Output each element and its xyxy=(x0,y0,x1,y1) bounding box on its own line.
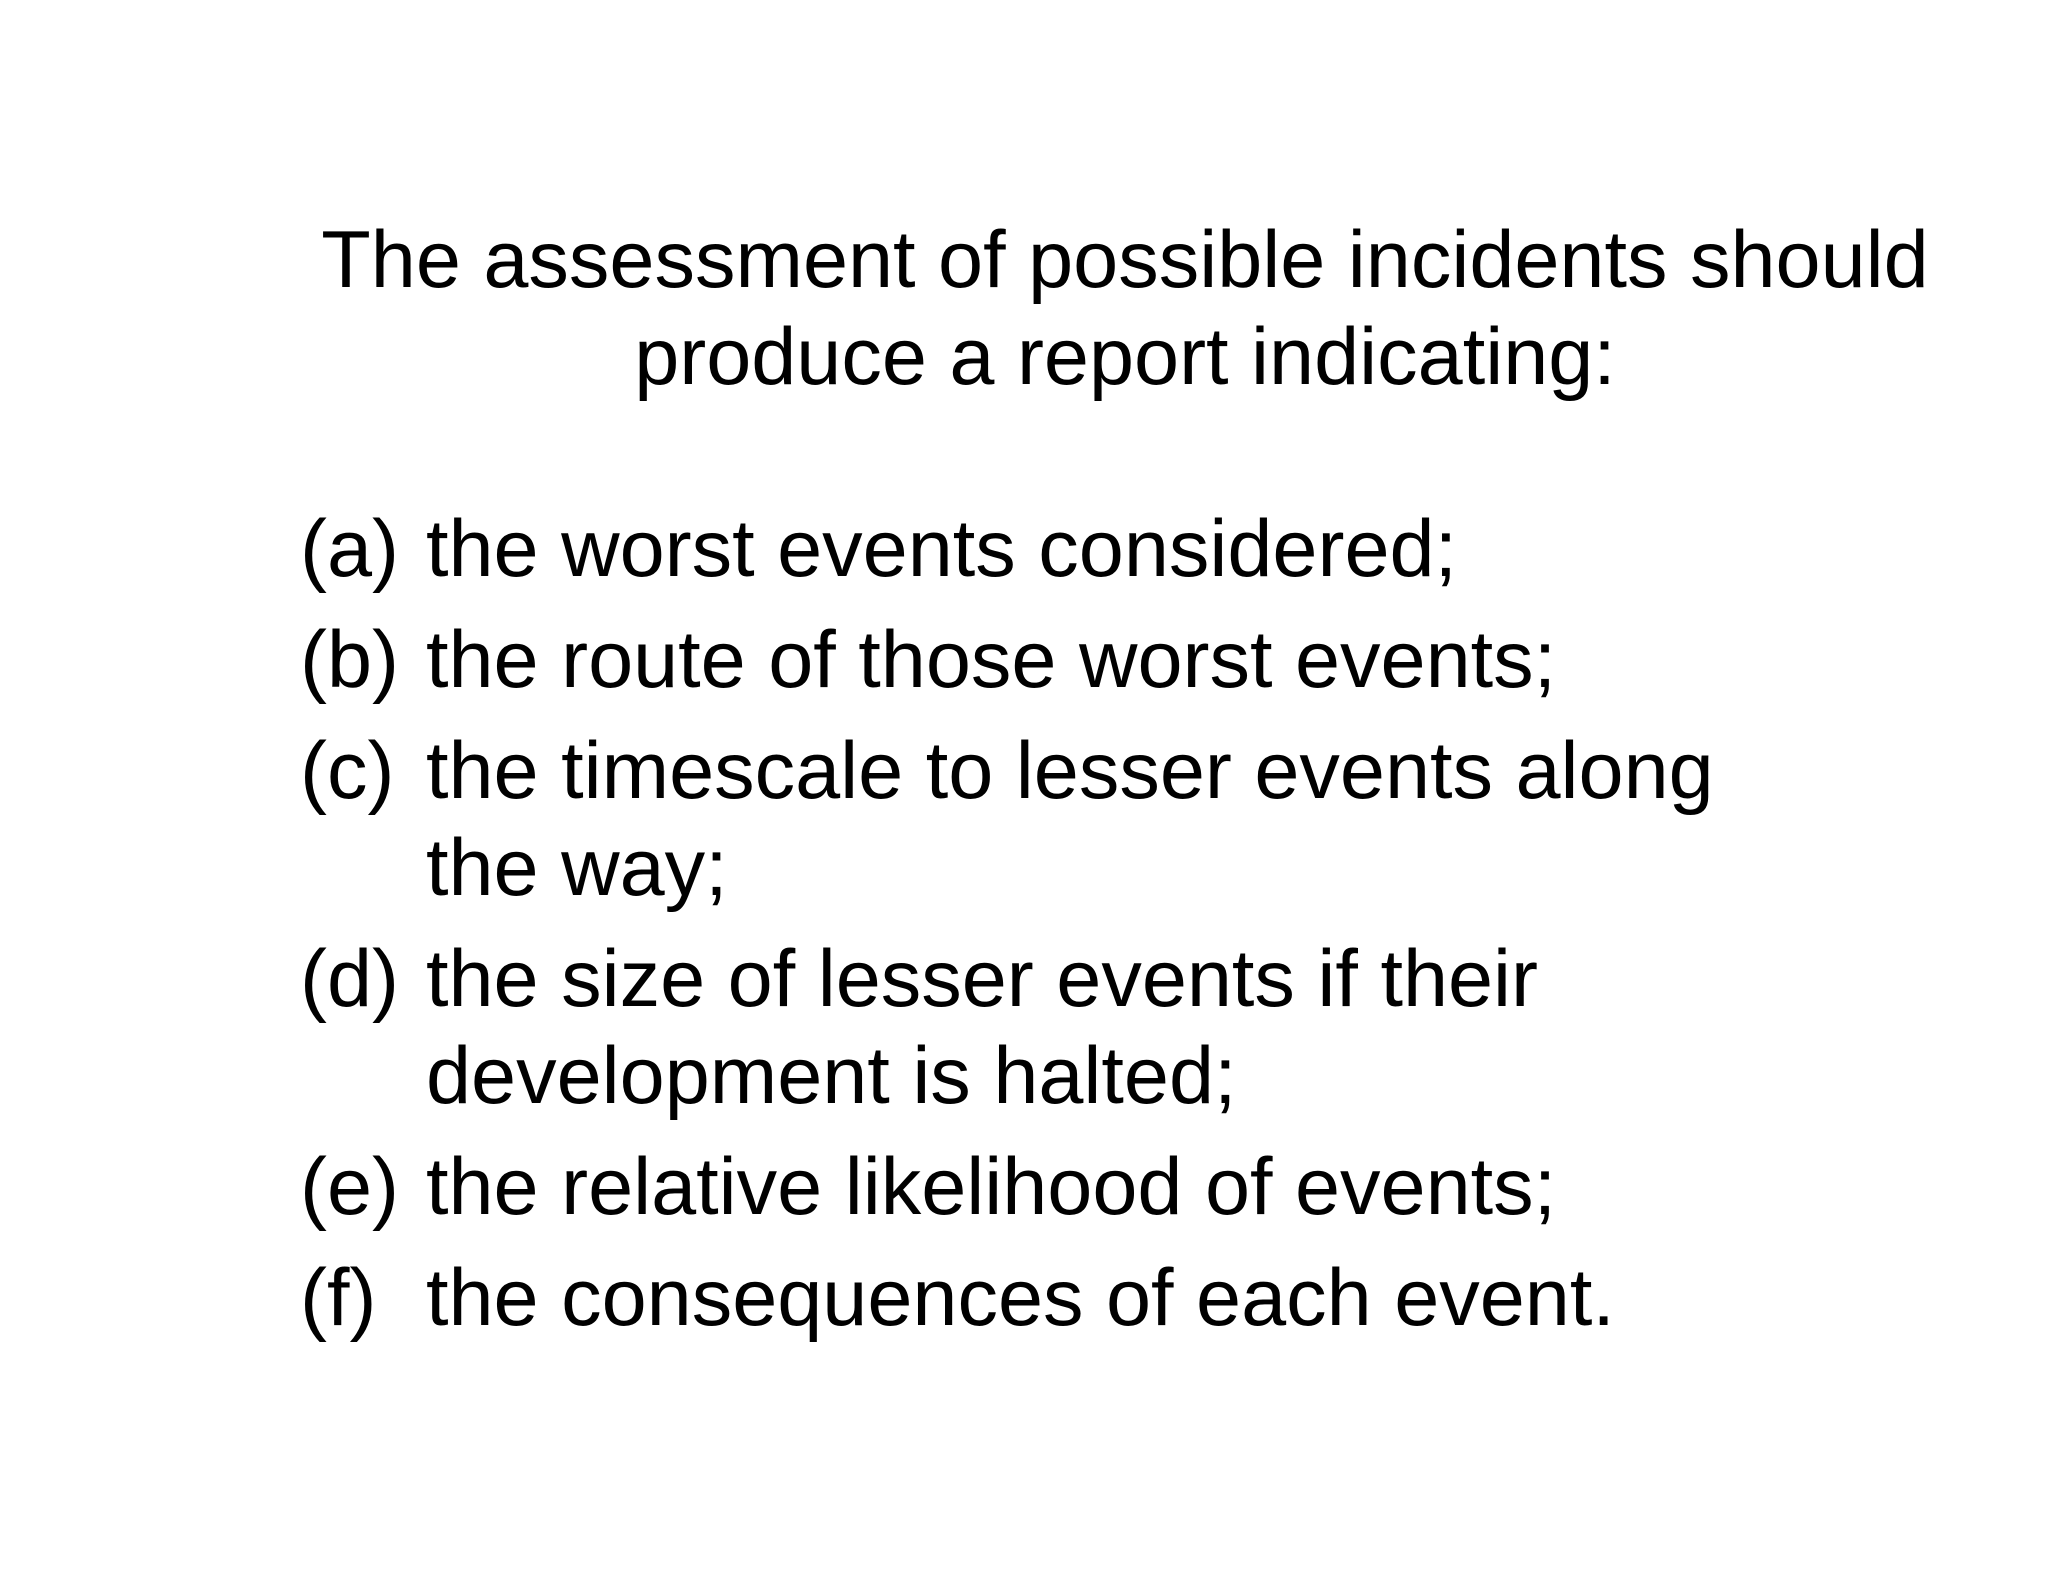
list-marker: (f) xyxy=(300,1253,377,1343)
heading-line: The assessment of possible incidents should xyxy=(321,215,1929,305)
list-item-b xyxy=(300,612,1950,709)
list-item-text xyxy=(426,931,1950,1125)
list-item-text xyxy=(426,1250,1950,1347)
list-item-line: the route of those worst events; xyxy=(426,615,1557,705)
report-items-list xyxy=(300,501,1950,1361)
list-item-line: the worst events considered; xyxy=(426,504,1458,594)
list-item-text xyxy=(426,723,1950,917)
list-marker: (a) xyxy=(300,504,399,594)
list-item-line: the way; xyxy=(426,823,728,913)
list-item-line: development is halted; xyxy=(426,1031,1237,1121)
list-item-a xyxy=(300,501,1950,598)
list-item-e xyxy=(300,1139,1950,1236)
heading-line: produce a report indicating: xyxy=(634,312,1616,402)
list-marker: (b) xyxy=(300,615,399,705)
list-item-text xyxy=(426,612,1950,709)
list-item-line: the size of lesser events if their xyxy=(426,934,1539,1024)
list-item-line: the consequences of each event. xyxy=(426,1253,1615,1343)
list-item-c xyxy=(300,723,1950,917)
list-item-text xyxy=(426,1139,1950,1236)
list-marker: (d) xyxy=(300,934,399,1024)
list-item-line: the relative likelihood of events; xyxy=(426,1142,1557,1232)
list-marker: (e) xyxy=(300,1142,399,1232)
list-item-f xyxy=(300,1250,1950,1347)
list-item-line: the timescale to lesser events along xyxy=(426,726,1714,816)
slide-heading xyxy=(260,212,1990,406)
list-marker: (c) xyxy=(300,726,395,816)
list-item-text xyxy=(426,501,1950,598)
list-item-d xyxy=(300,931,1950,1125)
